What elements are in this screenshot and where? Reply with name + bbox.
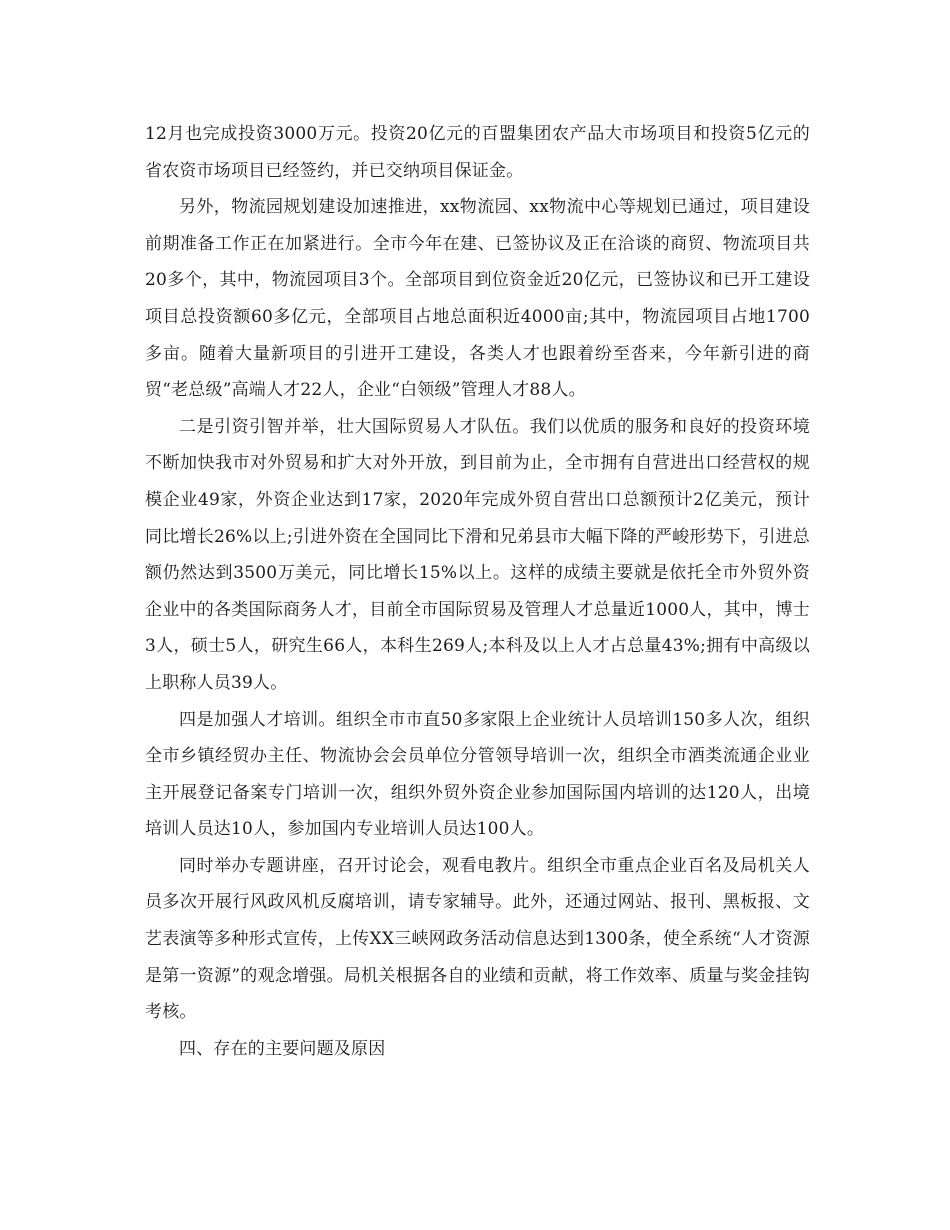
- paragraph-logistics-park: 另外，物流园规划建设加速推进，xx物流园、xx物流中心等规划已通过，项目建设前期准备工作正在加紧进行。全市今年在建、已签协议及正在洽谈的商贸、物流项目共20多个，其中，物流园项目3个。全部项目到位资金近20亿元，已签协议和已开工建设项目总投资额60多亿元，全部项目占地总面积近4000亩;其中，物流园项目占地1700多亩。随着大量新项目的引进开工建设，各类人才也跟着纷至沓来，今年新引进的商贸“老总级”高端人才22人，企业“白领级”管理人才88人。: [145, 197, 810, 401]
- section-heading-problems: 四、存在的主要问题及原因: [179, 1038, 386, 1059]
- paragraph-international-trade-talent: 二是引资引智并举，壮大国际贸易人才队伍。我们以优质的服务和良好的投资环境不断加快我市对外贸易和扩大对外开放，到目前为止，全市拥有自营进出口经营权的规模企业49家，外资企业达到17家，2020年完成外贸自营出口总额预计2亿美元，预计同比增长26%以上;引进外资在全国同比下滑和兄弟县市大幅下降的严峻形势下，引进总额仍然达到3500万美元，同比增长15%以上。这样的成绩主要就是依托全市外贸外资企业中的各类国际商务人才，目前全市国际贸易及管理人才总量近1000人，其中，博士3人，硕士5人，研究生66人，本科生269人;本科及以上人才占总量43%;拥有中高级以上职称人员39人。: [145, 416, 810, 693]
- document-body: [145, 116, 810, 1067]
- paragraph-investment-continued: 12月也完成投资3000万元。投资20亿元的百盟集团农产品大市场项目和投资5亿元的省农资市场项目已经签约，并已交纳项目保证金。: [145, 124, 810, 181]
- paragraph-talent-training: 四是加强人才培训。组织全市市直50多家限上企业统计人员培训150多人次，组织全市乡镇经贸办主任、物流协会会员单位分管领导培训一次，组织全市酒类流通企业业主开展登记备案专门培训一次，组织外贸外资企业参加国际国内培训的达120人，出境培训人员达10人，参加国内专业培训人员达100人。: [145, 709, 810, 840]
- paragraph-lectures-and-publicity: 同时举办专题讲座，召开讨论会，观看电教片。组织全市重点企业百名及局机关人员多次开展行风政风机反腐培训，请专家辅导。此外，还通过网站、报刊、黑板报、文艺表演等多种形式宣传，上传XX三峡网政务活动信息达到1300条，使全系统“人才资源是第一资源”的观念增强。局机关根据各自的业绩和贡献，将工作效率、质量与奖金挂钩考核。: [145, 855, 810, 1023]
